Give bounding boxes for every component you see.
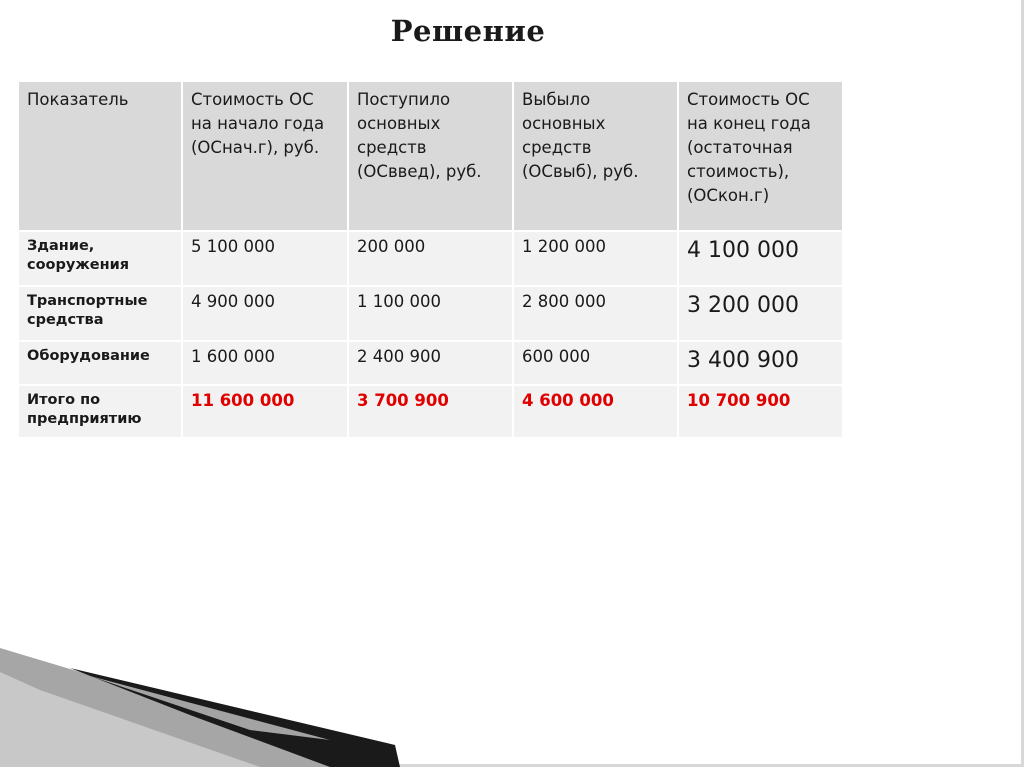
cell-start-value: 1 600 000	[183, 342, 347, 384]
table-row	[19, 342, 842, 384]
cell-end-value: 3 400 900	[679, 342, 842, 384]
gray-stripe	[0, 648, 360, 767]
cell-disposed: 1 200 000	[514, 232, 677, 285]
cell-disposed: 2 800 000	[514, 287, 677, 340]
header-start-value: Стоимость ОС на начало года (ОСнач.г), руб.	[183, 82, 347, 230]
header-indicator: Показатель	[19, 82, 181, 230]
table-row	[19, 232, 842, 285]
header-end-value: Стоимость ОС на конец года (остаточная стоимость), (ОСкон.г)	[679, 82, 842, 230]
cell-end-value: 4 100 000	[679, 232, 842, 285]
row-label: Оборудование	[19, 342, 181, 384]
row-label: Транспортные средства	[19, 287, 181, 340]
cell-total-received: 3 700 900	[349, 386, 512, 437]
slide-title: Решение	[390, 14, 546, 48]
cell-total-disposed: 4 600 000	[514, 386, 677, 437]
cell-received: 2 400 900	[349, 342, 512, 384]
row-label: Здание, сооружения	[19, 232, 181, 285]
table-row-total	[19, 386, 842, 437]
cell-total-end-value: 10 700 900	[679, 386, 842, 437]
cell-start-value: 4 900 000	[183, 287, 347, 340]
black-stripe	[70, 668, 400, 767]
cell-received: 1 100 000	[349, 287, 512, 340]
header-received: Поступило основных средств (ОСввед), руб.	[349, 82, 512, 230]
row-label-total: Итого по предприятию	[19, 386, 181, 437]
table-header-row	[19, 82, 842, 230]
cell-disposed: 600 000	[514, 342, 677, 384]
cell-received: 200 000	[349, 232, 512, 285]
white-wedge	[90, 676, 330, 740]
header-disposed: Выбыло основных средств (ОСвыб), руб.	[514, 82, 677, 230]
fixed-assets-table	[17, 80, 844, 439]
cell-total-start-value: 11 600 000	[183, 386, 347, 437]
cell-start-value: 5 100 000	[183, 232, 347, 285]
table-row	[19, 287, 842, 340]
light-gray-stripe	[0, 672, 260, 767]
cell-end-value: 3 200 000	[679, 287, 842, 340]
